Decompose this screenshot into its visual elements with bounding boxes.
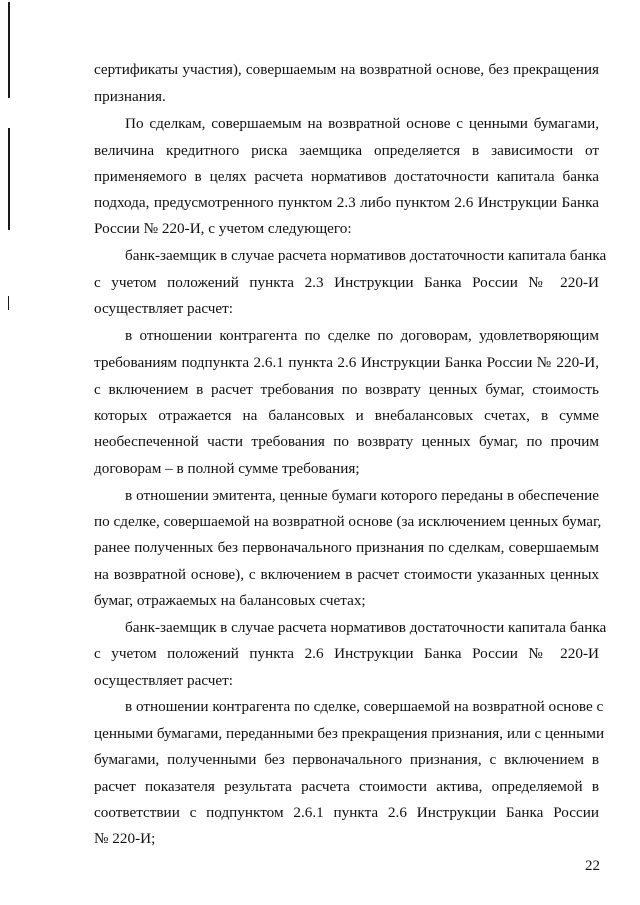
text-line: банк-заемщик в случае расчета нормативов достаточности капитала банка (125, 619, 607, 636)
text-line: с включением в расчет требования по возврату ценных бумаг, стоимость (94, 381, 599, 398)
text-line: которых отражается на балансовых и внебалансовых счетах, в сумме (94, 407, 599, 424)
page-number: 22 (585, 858, 600, 874)
text-line: осуществляет расчет: (94, 672, 234, 689)
text-line: бумаг, отражаемых на балансовых счетах; (94, 592, 366, 609)
text-line: осуществляет расчет: (94, 300, 234, 317)
text-line: признания. (94, 88, 166, 105)
text-line: соответствии с подпунктом 2.6.1 пункта 2.6 Инструкции Банка России (94, 804, 599, 821)
left-margin-mark (8, 296, 9, 310)
text-line: в отношении контрагента по сделке по договорам, удовлетворяющим (125, 327, 599, 344)
text-line: банк-заемщик в случае расчета нормативов достаточности капитала банка (125, 247, 607, 264)
text-line: № 220-И; (94, 830, 156, 847)
text-line: ранее полученных без первоначального признания по сделкам, совершаемым (94, 539, 599, 556)
left-margin-line (8, 128, 10, 230)
text-line: России № 220-И, с учетом следующего: (94, 220, 352, 237)
text-line: величина кредитного риска заемщика определяется в зависимости от (94, 142, 599, 159)
text-line: подхода, предусмотренного пунктом 2.3 либо пунктом 2.6 Инструкции Банка (94, 194, 599, 211)
text-line: в отношении контрагента по сделке, совершаемой на возвратной основе с (125, 698, 604, 715)
text-line: применяемого в целях расчета нормативов достаточности капитала банка (94, 168, 599, 185)
text-line: По сделкам, совершаемым на возвратной основе с ценными бумагами, (125, 115, 599, 132)
text-line: на возвратной основе), с включением в расчет стоимости указанных ценных (94, 566, 599, 583)
text-line: требованиям подпункта 2.6.1 пункта 2.6 Инструкции Банка России № 220-И, (94, 354, 599, 371)
text-line: бумагами, полученными без первоначального признания, с включением в (94, 751, 599, 768)
text-line: необеспеченной части требования по возврату ценных бумаг, по прочим (94, 433, 599, 450)
text-line: ценными бумагами, переданными без прекращения признания, или с ценными (94, 725, 605, 742)
left-margin-line (8, 2, 10, 98)
text-line: в отношении эмитента, ценные бумаги которого переданы в обеспечение (125, 487, 599, 504)
text-line: с учетом положений пункта 2.3 Инструкции Банка России № 220-И (94, 274, 599, 291)
text-line: расчет показателя результата расчета стоимости актива, определяемой в (94, 778, 599, 795)
text-line: по сделке, совершаемой на возвратной основе (за исключением ценных бумаг, (94, 513, 602, 530)
text-line: договорам – в полной сумме требования; (94, 460, 360, 477)
text-line: сертификаты участия), совершаемым на возвратной основе, без прекращения (94, 61, 599, 78)
text-line: с учетом положений пункта 2.6 Инструкции Банка России № 220-И (94, 645, 599, 662)
